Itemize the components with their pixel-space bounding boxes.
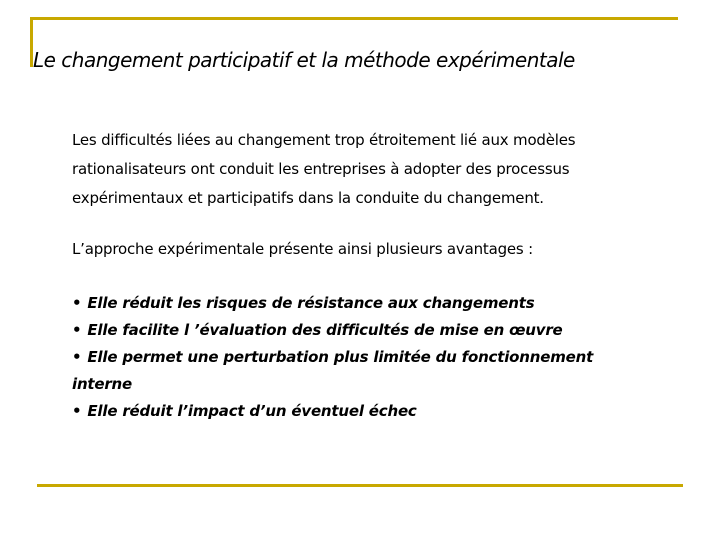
list-item — [72, 290, 642, 317]
advantages-list — [72, 290, 642, 425]
bullet-icon: • — [72, 321, 82, 339]
list-item-text: Elle réduit l’impact d’un éventuel échec — [87, 402, 417, 420]
list-item — [72, 398, 642, 425]
slide-title: Le changement participatif et la méthode expérimentale — [33, 48, 575, 72]
list-item — [72, 317, 642, 344]
bullet-icon: • — [72, 294, 82, 312]
list-item-text: Elle facilite l ’évaluation des difficultés de mise en œuvre — [87, 321, 563, 339]
body-paragraph: Les difficultés liées au changement trop étroitement lié aux modèles rationalisateurs ont conduit les entreprises à adopter des processus expérimentaux et participatifs dans la conduite du changement. — [72, 131, 576, 207]
bullet-icon: • — [72, 402, 82, 420]
list-item — [72, 344, 642, 398]
bullet-icon: • — [72, 348, 82, 366]
top-accent-rule — [30, 17, 678, 20]
list-item-text: Elle réduit les risques de résistance aux changements — [87, 294, 535, 312]
list-item-text: Elle permet une perturbation plus limitée du fonctionnement interne — [72, 348, 594, 393]
advantages-intro: L’approche expérimentale présente ainsi plusieurs avantages : — [72, 240, 533, 258]
bottom-accent-rule — [37, 484, 683, 487]
